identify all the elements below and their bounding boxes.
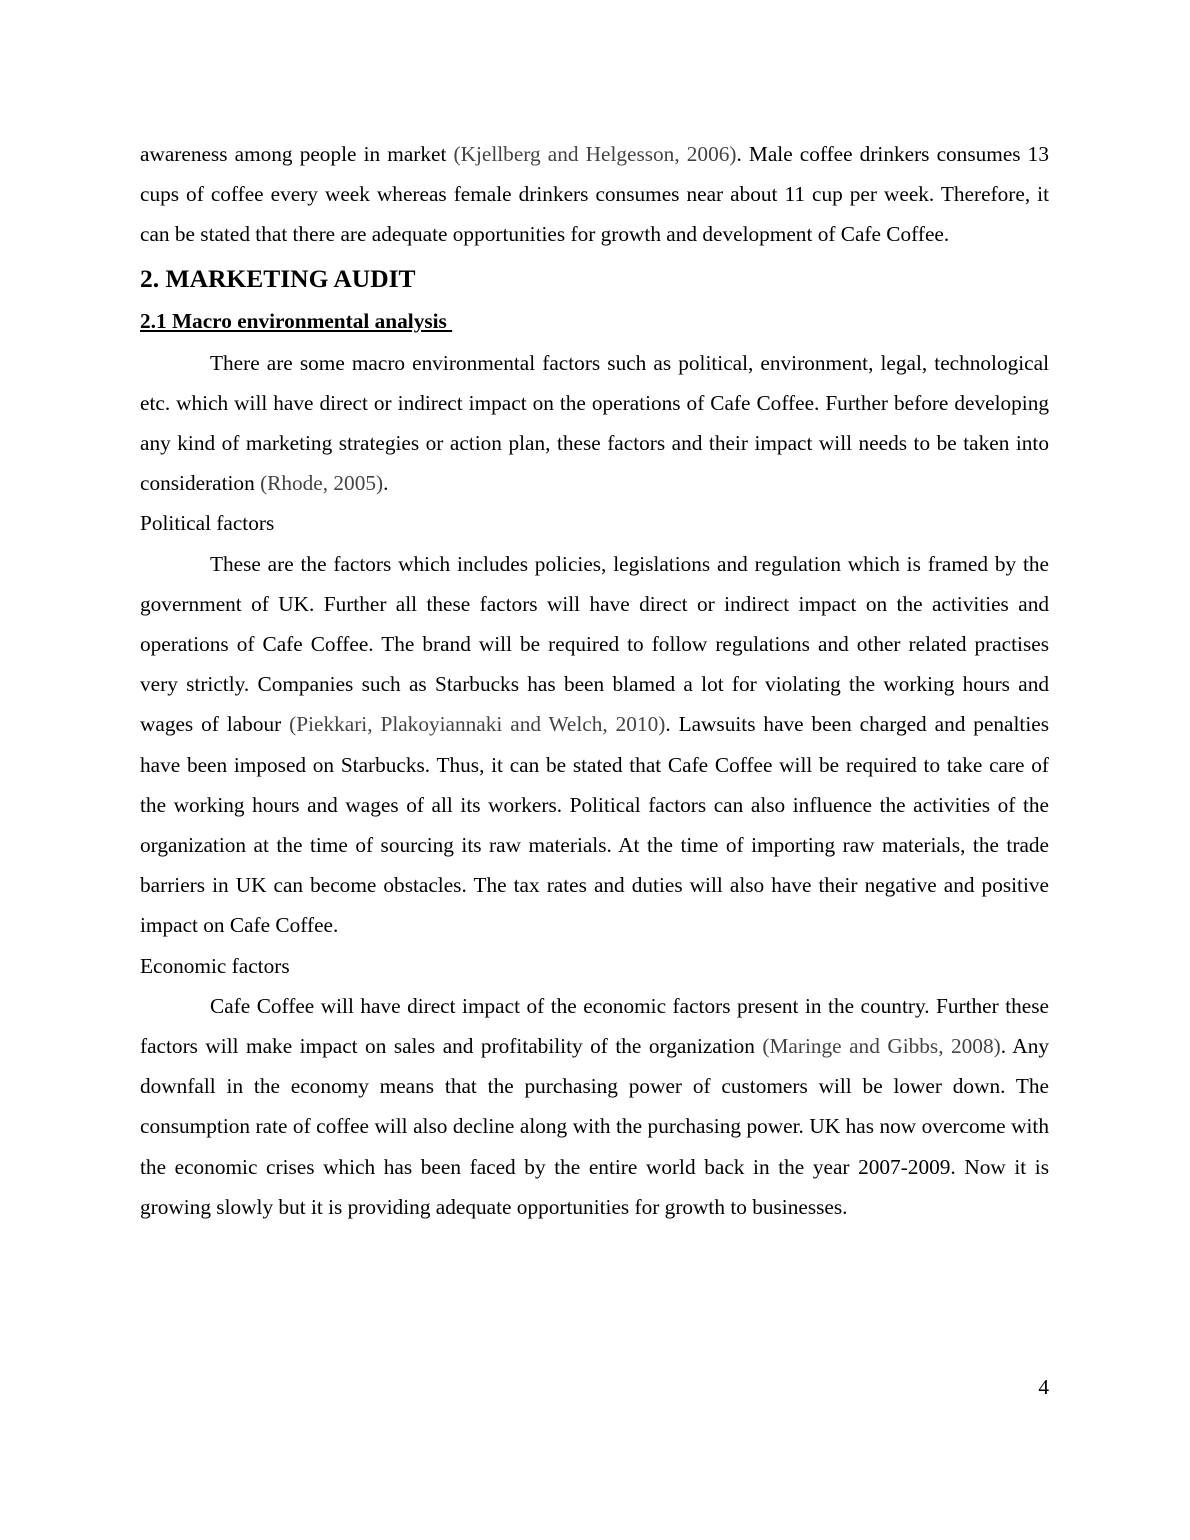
- economic-paragraph: [140, 986, 1049, 1227]
- political-factors-heading: Political factors: [140, 511, 275, 536]
- political-text-b: . Lawsuits have been charged and penalties have been imposed on Starbucks. Thus, it can be stated that Cafe Coffee will be required to take care of the working hours and wages of all its workers. Political factors can also influence the activities of the organization at the time of sourcing its raw materials. At the time of importing raw materials, the trade barriers in UK can become obstacles. The tax rates and duties will also have their negative and positive impact on Cafe Coffee.: [140, 712, 1049, 938]
- intro-paragraph: [140, 134, 1049, 255]
- citation-kjellberg: (Kjellberg and Helgesson, 2006): [453, 142, 737, 166]
- political-paragraph: [140, 544, 1049, 946]
- macro-paragraph: [140, 343, 1049, 504]
- intro-text-b: . Male coffee drinkers consumes 13 cups of coffee every week whereas female drinkers consumes near about 11 cup per week. Therefore, it can be stated that there are adequate opportunities for growth and development of Cafe Coffee.: [140, 142, 1049, 247]
- citation-piekkari: (Piekkari, Plakoyiannaki and Welch, 2010): [289, 712, 666, 737]
- document-page: [140, 134, 1049, 1227]
- economic-factors-heading: Economic factors: [140, 953, 290, 978]
- political-text-a: These are the factors which includes policies, legislations and regulation which is framed by the government of UK. Further all these factors will have direct or indirect impact on the activities and operations of Cafe Coffee. The brand will be required to follow regulations and other related practises very strictly. Companies such as Starbucks has been blamed a lot for violating the working hours and wages of labour: [140, 551, 1049, 737]
- economic-text-a: Cafe Coffee will have direct impact of the economic factors present in the country. Further these factors will make impact on sales and profitability of the organization: [140, 993, 1049, 1059]
- macro-text-a: There are some macro environmental factors such as political, environment, legal, technological etc. which will have direct or indirect impact on the operations of Cafe Coffee. Further before developing any kind of marketing strategies or action plan, these factors and their impact will needs to be taken into consideration: [140, 350, 1049, 496]
- citation-rhode: (Rhode, 2005): [260, 471, 384, 496]
- citation-maringe: (Maringe and Gibbs, 2008): [762, 1034, 1001, 1059]
- section-heading-marketing-audit: 2. MARKETING AUDIT: [140, 263, 416, 293]
- page-number: 4: [1038, 1375, 1049, 1399]
- intro-text-a: awareness among people in market: [140, 142, 454, 166]
- macro-text-b: .: [383, 471, 389, 496]
- economic-text-b: . Any downfall in the economy means that the purchasing power of customers will be lower down. The consumption rate of coffee will also decline along with the purchasing power. UK has now overcome with the economic crises which has been faced by the entire world back in the year 2007-2009. Now it is growing slowly but it is providing adequate opportunities for growth to businesses.: [140, 1034, 1049, 1219]
- subsection-heading-macro: 2.1 Macro environmental analysis: [140, 308, 453, 333]
